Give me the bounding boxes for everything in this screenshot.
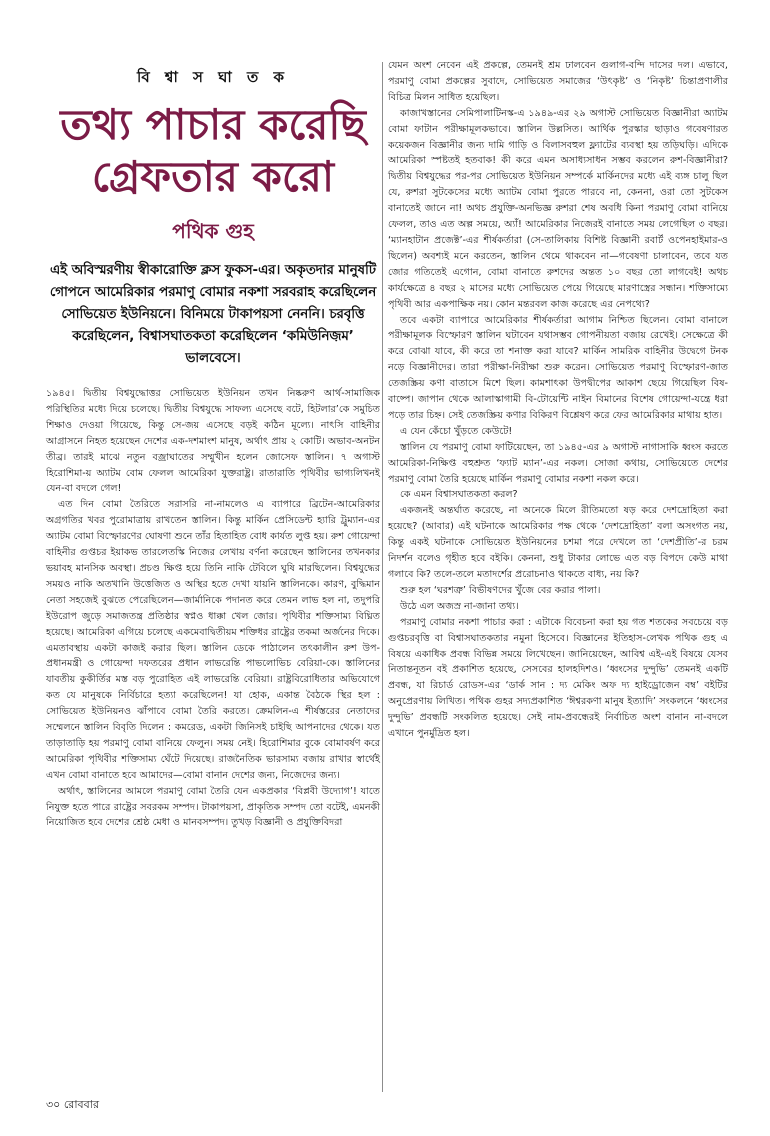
footer-section-name: রোববার xyxy=(63,1098,100,1111)
body-paragraph: উঠে এল অজস্র না-জানা তথ্য। xyxy=(400,600,519,612)
left-body-text xyxy=(46,386,380,831)
body-paragraph: ১৯৪৫। দ্বিতীয় বিশ্বযুদ্ধোত্তর সোভিয়েত ইউনিয়ন তখন নিষ্করুণ আর্থ-সামাজিক পরিস্থিতির মধ্যে দিয়ে চলেছে। দ্বিতীয় বিশ্বযুদ্ধে সাফল্য এসেছে বটে, হিটলার’কে সমুচিত শিক্ষাও দেওয়া গিয়েছে, কিন্তু সে-জয় এসেছে বড়ই কঠিন মূল্যে। নাৎসি বাহিনীর আগ্রাসনে নিহত হয়েছেন দেশের এক-দশমাংশ মানুষ, অর্থাৎ প্রায় ২ কোটি। অভাব-অনটন তীব্র। তারই মাঝে নতুন বজ্রাঘাতের সম্মুখীন হলেন জোসেফ স্তালিন। ৭ অগাস্ট হিরোশিমা-য় অ্যাটম বোম ফেলল আমেরিকা যুক্তরাষ্ট্র। রাতারাতি পৃথিবীর ভাগ্যলিখনই যেন-বা বদলে গেল! xyxy=(46,388,380,495)
author-byline: পথিক গুহ xyxy=(172,219,254,243)
body-paragraph: পরমাণু বোমার নকশা পাচার করা : এটাকে বিবেচনা করা হয় গত শতকের সবচেয়ে বড় গুপ্তচরবৃত্তি বা বিশ্বাসঘাতকতার নমুনা হিসেবে। বিজ্ঞানের ইতিহাস-লেখক পথিক গুহ এ বিষয়ে একাধিক প্রবন্ধ বিভিন্ন সময়ে লিখেছেন। জানিয়েছেন, আবিশ্ব এই-এই বিষয়ে যেসব নিতান্তনূতন বই প্রকাশিত হয়েছে, সেসবের হালহদিশও। ‘ধ্বংসের দুন্দুভি’ তেমনই একটি প্রবন্ধ, যা রিচার্ড রোডস-এর ‘ডার্ক সান : দ্য মেকিং অফ দ্য হাইড্রোজেন বম্ব’ বইটির অনুপ্রেরণায় লিখিত। পথিক গুহর সদ্যপ্রকাশিত ‘ঈশ্বরকণা মানুষ ইত্যাদি’ সংকলনে ‘ধ্বংসের দুন্দুভি’ প্রবন্ধটি সংকলিত হয়েছে। সেই নাম-প্রবন্ধেরই নির্বাচিত অংশ বানান না-বদলে এখানে পুনর্মুদ্রিত হল। xyxy=(388,616,728,740)
section-label: বি শ্বা স ঘা ত ক xyxy=(137,68,289,86)
body-paragraph: যেমন অংশ নেবেন এই প্রকল্পে, তেমনই শ্রম ঢালবেন গুলাগ-বন্দি দাসের দল। এভাবে, পরমাণু বোমা প্রকল্পের সুবাদে, সোভিয়েত সমাজের ‘উৎকৃষ্ট’ ও ‘নিকৃষ্ট’ চিন্তাপ্রণালীর বিচিত্র মিলন সাধিত হয়েছিল। xyxy=(388,60,728,103)
body-paragraph: স্তালিন যে পরমাণু বোমা ফাটিয়েছেন, তা ১৯৪৫-এর ৯ অগাস্ট নাগাসাকি ধ্বংস করতে আমেরিকা-নিক্ষিপ্ত বহুশ্রুত ‘ফ্যাট ম্যান’-এর নকল। সোজা কথায়, সোভিয়েতে দেশের পরমাণু বোমা তৈরি হয়েছে মার্কিন পরমাণু বোমার নকশা নকল করে। xyxy=(388,441,728,485)
body-paragraph: তবে একটা ব্যাপারে আমেরিকার শীর্ষকর্তারা আগাম নিশ্চিত ছিলেন। বোমা বানালে পরীক্ষামূলক বিস্ফোরণ স্তালিন ঘটাবেন যথাসম্ভব গোপনীয়তা বজায় রেখেই। সেক্ষেত্রে কী করে বোঝা যাবে, কী করে তা শনাক্ত করা যাবে? মার্কিন সামরিক বাহিনীর উদ্বেগে টনক নড়ে বিজ্ঞানীদের। তারা পরীক্ষা-নিরীক্ষা শুরু করেন। সোভিয়েত পরমাণু বিস্ফোরণ-জাত তেজস্ক্রিয় কণা বাতাসে মিশে ছিল। কামশাৎকা উপদ্বীপের আকাশ ছেয়ে গিয়েছিল বিষ-বাষ্পে। জাপান থেকে আলাস্কাগামী বি-টোয়েন্টি নাইন বিমানের বিশেষ গোয়েন্দা-যন্ত্রে ধরা পড়ে তার চিহ্ন। সেই তেজস্ক্রিয় কণার বিকিরণ বিশ্লেষণ করে ফের আমেরিকার মাথায় হাত। xyxy=(388,314,728,421)
body-paragraph: অর্থাৎ, স্তালিনের আমলে পরমাণু বোমা তৈরি যেন একপ্রকার ‘বিপ্লবী উদ্যোগ’! যাতে নিযুক্ত হতে পারে রাষ্ট্রের সবরকম সম্পদ। টাকাপয়সা, প্রাকৃতিক সম্পদ তো বটেই, এমনকী নিয়োজিত হবে দেশের শ্রেষ্ঠ মেধা ও মানবসম্পদ। তুখড় বিজ্ঞানী ও প্রযুক্তিবিদরা xyxy=(46,785,380,829)
article-title xyxy=(46,99,380,203)
title-line-2: গ্রেফতার করো xyxy=(91,152,335,201)
body-paragraph: কাজাখস্তানের সেমিপালাটিনস্ক-এ ১৯৪৯-এর ২৯ অগাস্ট সোভিয়েত বিজ্ঞানীরা অ্যাটম বোমা ফাটান পরীক্ষামূলকভাবে। স্তালিন উল্লসিত। আর্থিক পুরস্কার ছাড়াও গবেষণারত কয়েকজন বিজ্ঞানীর জন্য দামি গাড়ি ও বিলাসবহুল ফ্ল্যাটের ব্যবস্থা হয় তড়িঘড়ি। এদিকে আমেরিকা স্পষ্টতই হতবাক! কী করে এমন অসাধ্যসাধন সম্ভব করলেন রুশ-বিজ্ঞানীরা? দ্বিতীয় বিশ্বযুদ্ধের পর-পর সোভিয়েত ইউনিয়ন সম্পর্কে মার্কিনদের মধ্যে এই ব্যঙ্গ চালু ছিল যে, রুশরা সুটকেসের মধ্যে অ্যাটম বোমা পুরতে পারবে না, কেননা, ওরা তো সুটকেস বানাতেই জানে না! অথচ প্রযুক্তি-অনভিজ্ঞ রুশরা শেষ অবধি কিনা পরমাণু বোমা বানিয়ে ফেলল, তাও এত অল্প সময়ে, অ্যাঁ! আমেরিকার নিজেরই বানাতে সময় লেগেছিল ৩ বছর। ‘ম্যানহাটান প্রজেক্ট’-এর শীর্ষকর্তারা (সে-তালিকায় বিশিষ্ট বিজ্ঞানী রবার্ট ওপেনহাইমার-ও ছিলেন) অবশ্যই মনে করতেন, স্তালিন থেমে থাকবেন না—গবেষণা চালাবেন, তবে যত জোর গতিতেই এগোন, বোমা বানাতে রুশদের অন্তত ১০ বছর তো লাগবেই! অথচ কার্যক্ষেত্রে ৪ বছর ২ মাসের মধ্যে সোভিয়েত পেয়ে গিয়েছে মারণাস্ত্রের সন্ধান। শক্তিসাম্যে পৃথিবী আর একপাক্ষিক নয়। কোন মন্তরবল কাজ করেছে এর নেপথ্যে? xyxy=(388,107,728,310)
body-paragraph: কে এমন বিশ্বাসঘাতকতা করল? xyxy=(400,489,518,501)
body-paragraph: এ যেন কেঁচো খুঁড়তে কেউটে! xyxy=(400,425,513,437)
page-number: ৩০ xyxy=(46,1098,61,1111)
page-footer xyxy=(46,1096,99,1115)
right-column xyxy=(388,58,728,742)
left-column xyxy=(46,62,380,831)
right-body-text xyxy=(388,58,728,742)
body-paragraph: শুরু হল ‘ঘরশত্রু’ বিভীষণদের খুঁজে বের করার পালা। xyxy=(400,584,601,596)
body-paragraph: এত দিন বোমা তৈরিতে সরাসরি না-নামলেও এ ব্যাপারে ব্রিটেন-আমেরিকার অগ্রগতির খবর পুরোমাত্রায় রাখতেন স্তালিন। কিন্তু মার্কিন প্রেসিডেন্ট হ্যারি ট্রুম্যান-এর অ্যাটম বোমা বিস্ফোরণের ঘোষণা শুনে তাঁর হিতাহিত বোধ কার্যত লুপ্ত হয়। রুশ গোয়েন্দা বাহিনীর গুপ্তচর ইয়াকভ তারলেতস্কি নিজের লেখায় বর্ণনা করেছেন স্তালিনের তখনকার ভয়াবহ মানসিক অবস্থা। প্রচণ্ড ক্ষিপ্ত হয়ে তিনি নাকি টেবিলে ঘুষি মারছিলেন। বিশ্বযুদ্ধের সময়ও নাকি অতখানি উত্তেজিত ও অস্থির হতে দেখা যায়নি স্তালিনকে। কারণ, বুদ্ধিমান নেতা সহজেই বুঝতে পেরেছিলেন—জার্মানিকে পদানত করে তেমন লাভ হল না, তদুপরি ইউরোপ জুড়ে সমাজতন্ত্র প্রতিষ্ঠার স্বপ্নও ধাক্কা খেল জোর। পৃথিবীর শক্তিসাম্য বিঘ্নিত হয়েছে। আমেরিকা এগিয়ে চলেছে একমেবাদ্বিতীয়ম শক্তিধর রাষ্ট্রের তকমা অর্জনের দিকে। এমতাবস্থায় একটা কাজই করার ছিল। স্তালিন ডেকে পাঠালেন তৎকালীন রুশ উপ-প্রধানমন্ত্রী ও গোয়েন্দা দফতরের প্রধান লাভরেন্তি পাভলোভিচ বেরিয়া-কে। স্তালিনের যাবতীয় কুকীর্তির মস্ত বড় পুরোহিত এই লাভরেন্তি বেরিয়া। রাষ্ট্রবিরোধিতার অভিযোগে কত যে মানুষকে নির্বিচারে হত্যা করেছিলেন! যা হোক, একান্ত বৈঠকে স্থির হল : সোভিয়েত ইউনিয়নও ঝাঁপাবে বোমা তৈরি করতে। ক্রেমলিন-এ শীর্ষস্তরের নেতাদের সম্মেলনে স্তালিন বিবৃতি দিলেন : কমরেড, একটা জিনিসই চাইছি আপনাদের থেকে। যত তাড়াতাড়ি হয় পরমাণু বোমা বানিয়ে ফেলুন। সময় নেই। হিরোশিমার বুকে বোমাবর্ষণ করে আমেরিকা পৃথিবীর শক্তিসাম্য ঘেঁটে দিয়েছে। রাজনৈতিক ভারসাম্য বজায় রাখার স্বার্থেই এখন বোমা বানাতে হবে আমাদের—বোমা বানান দেশের জন্য, নিজেদের জন্য। xyxy=(46,499,380,781)
lead-paragraph: এই অবিস্মরণীয় স্বীকারোক্তি ক্লস ফুকস-এর। অকৃতদার মানুষটি গোপনে আমেরিকার পরমাণু বোমার নকশা সরবরাহ করেছিলেন সোভিয়েত ইউনিয়নে। বিনিময়ে টাকাপয়সা নেননি। চরবৃত্তি করেছিলেন, বিশ্বাসঘাতকতা করেছিলেন ‘কমিউনিজ়ম’ ভালবেসে। xyxy=(49,263,377,366)
title-line-1: তথ্য পাচার করেছি xyxy=(60,100,366,149)
column-divider xyxy=(382,62,383,1092)
body-paragraph: একজনই অন্তর্ঘাত করেছে, না অনেকে মিলে রীতিমতো ষড় করে দেশদ্রোহিতা করা হয়েছে? (আবার) এই ঘটনাকে আমেরিকার পক্ষ থেকে ‘দেশদ্রোহিতা’ বলা অসংগত নয়, কিন্তু একই ঘটনাকে সোভিয়েত ইউনিয়নের চশমা পরে দেখলে তা ‘দেশপ্রীতি’-র চরম নিদর্শন বলেও গৃহীত হবে বইকি। কেননা, শুধু টাকার লোভে এত বড় বিপদে কেউ মাথা গলাবে কি? তলে-তলে মতাদর্শের প্ররোচনাও থাকতে বাধ্য, নয় কি? xyxy=(388,505,728,580)
